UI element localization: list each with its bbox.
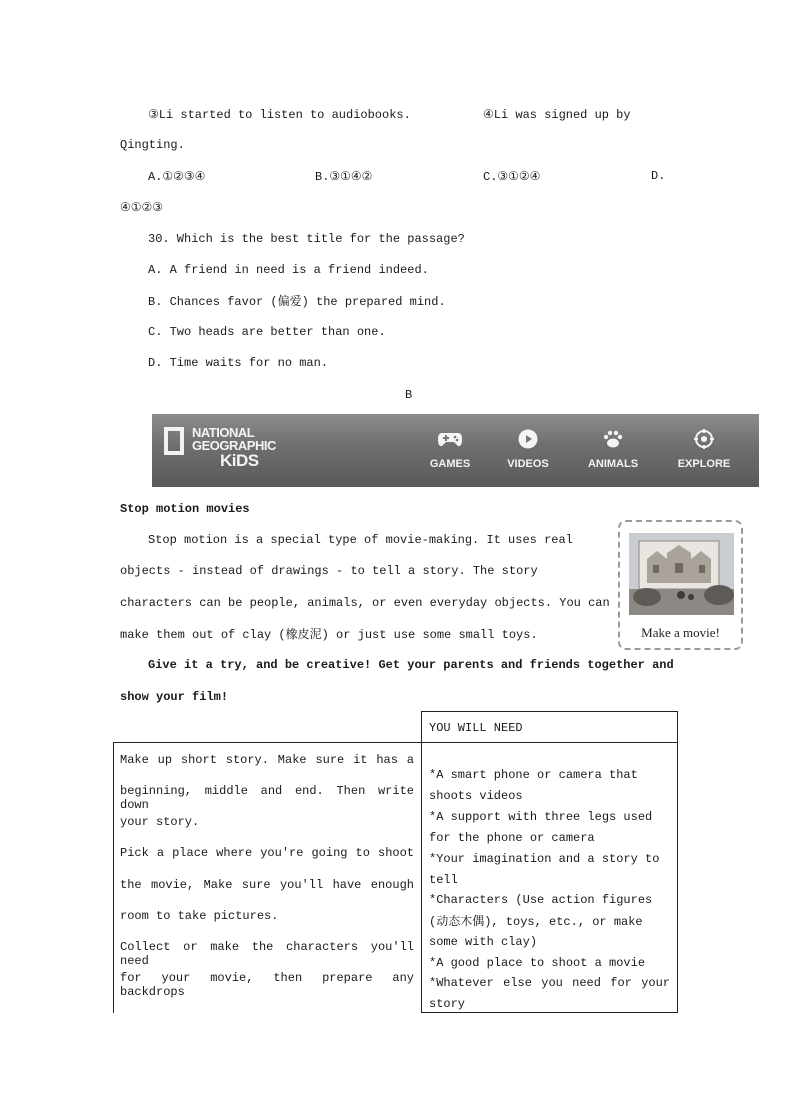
nav-explore[interactable] [664,428,744,470]
left-line-2: beginning, middle and end. Then write down [120,784,414,812]
table-border-bottom-right [421,1012,678,1013]
play-icon [488,428,568,450]
q29-option-4: ④Li was signed up by [483,108,631,122]
nav-games[interactable] [410,428,490,470]
right-line-5: *Your imagination and a story to [429,852,660,866]
article-title: Stop motion movies [120,502,250,516]
logo-line-1: NATIONAL [192,425,255,440]
right-line-3: *A support with three legs used [429,810,653,824]
table-border-right [677,711,678,1013]
article-para-line-4: make them out of clay (橡皮泥) or just use some small toys. [120,628,538,642]
left-line-1: Make up short story. Make sure it has a [120,753,414,767]
nav-animals[interactable] [573,428,653,470]
right-line-8: (动态木偶), toys, etc., or make [429,915,643,929]
answer-d-cont: ④①②③ [120,201,164,215]
right-line-12: story [429,997,466,1011]
gamepad-icon [410,428,490,450]
table-border-middle [421,711,422,1013]
nav-videos[interactable] [488,428,568,470]
natgeo-logo-frame-icon [164,427,184,455]
stop-motion-photo [629,533,734,615]
q30-option-c: C. Two heads are better than one. [148,325,386,339]
logo-line-2: GEOGRAPHIC [192,438,276,453]
card-caption: Make a movie! [641,625,720,640]
left-line-6: room to take pictures. [120,909,279,923]
left-line-4: Pick a place where you're going to shoot [120,846,414,860]
right-line-7: *Characters (Use action figures [429,893,653,907]
left-line-3: your story. [120,815,200,829]
answer-a: A.①②③④ [148,170,206,184]
table-border-header-bottom [113,742,678,743]
logo-line-3: KiDS [220,451,259,470]
natgeo-kids-logo [192,426,276,470]
q30-option-d: D. Time waits for no man. [148,356,329,370]
right-line-2: shoots videos [429,789,523,803]
right-line-6: tell [429,873,458,887]
article-para-line-2: objects - instead of drawings - to tell a story. The story [120,564,538,578]
natgeo-kids-banner [152,414,759,487]
compass-icon [664,428,744,450]
section-label: B [405,388,413,402]
left-line-5: the movie, Make sure you'll have enough [120,878,414,892]
nav-animals-label: ANIMALS [587,458,639,470]
table-header: YOU WILL NEED [429,721,523,735]
answer-d: D. [651,169,666,183]
nav-videos-label: VIDEOS [507,458,549,470]
q29-option-3: ③Li started to listen to audiobooks. [148,108,411,122]
table-border-top-right [421,711,678,712]
left-line-8: for your movie, then prepare any backdrops [120,971,414,999]
table-border-left [113,742,114,1013]
q30-option-b: B. Chances favor (偏爱) the prepared mind. [148,295,446,309]
q30-question: 30. Which is the best title for the passage? [148,232,465,246]
q29-option-4-cont: Qingting. [120,138,185,152]
answer-c: C.③①②④ [483,170,541,184]
q30-option-a: A. A friend in need is a friend indeed. [148,263,429,277]
call-to-action-line-2: show your film! [120,690,229,704]
right-line-11: *Whatever else you need for your [429,976,670,990]
paw-icon [573,428,653,450]
nav-games-label: GAMES [429,458,471,470]
right-line-4: for the phone or camera [429,831,595,845]
nav-explore-label: EXPLORE [677,458,731,470]
article-para-line-3: characters can be people, animals, or even everyday objects. You can [120,596,610,610]
right-line-10: *A good place to shoot a movie [429,956,646,970]
article-para-line-1: Stop motion is a special type of movie-making. It uses real [148,533,573,547]
right-line-1: *A smart phone or camera that [429,768,638,782]
left-line-7: Collect or make the characters you'll need [120,940,414,968]
right-line-9: some with clay) [429,935,538,949]
call-to-action-line-1: Give it a try, and be creative! Get your parents and friends together and [148,658,674,672]
make-a-movie-card [618,520,743,650]
answer-b: B.③①④② [315,170,373,184]
